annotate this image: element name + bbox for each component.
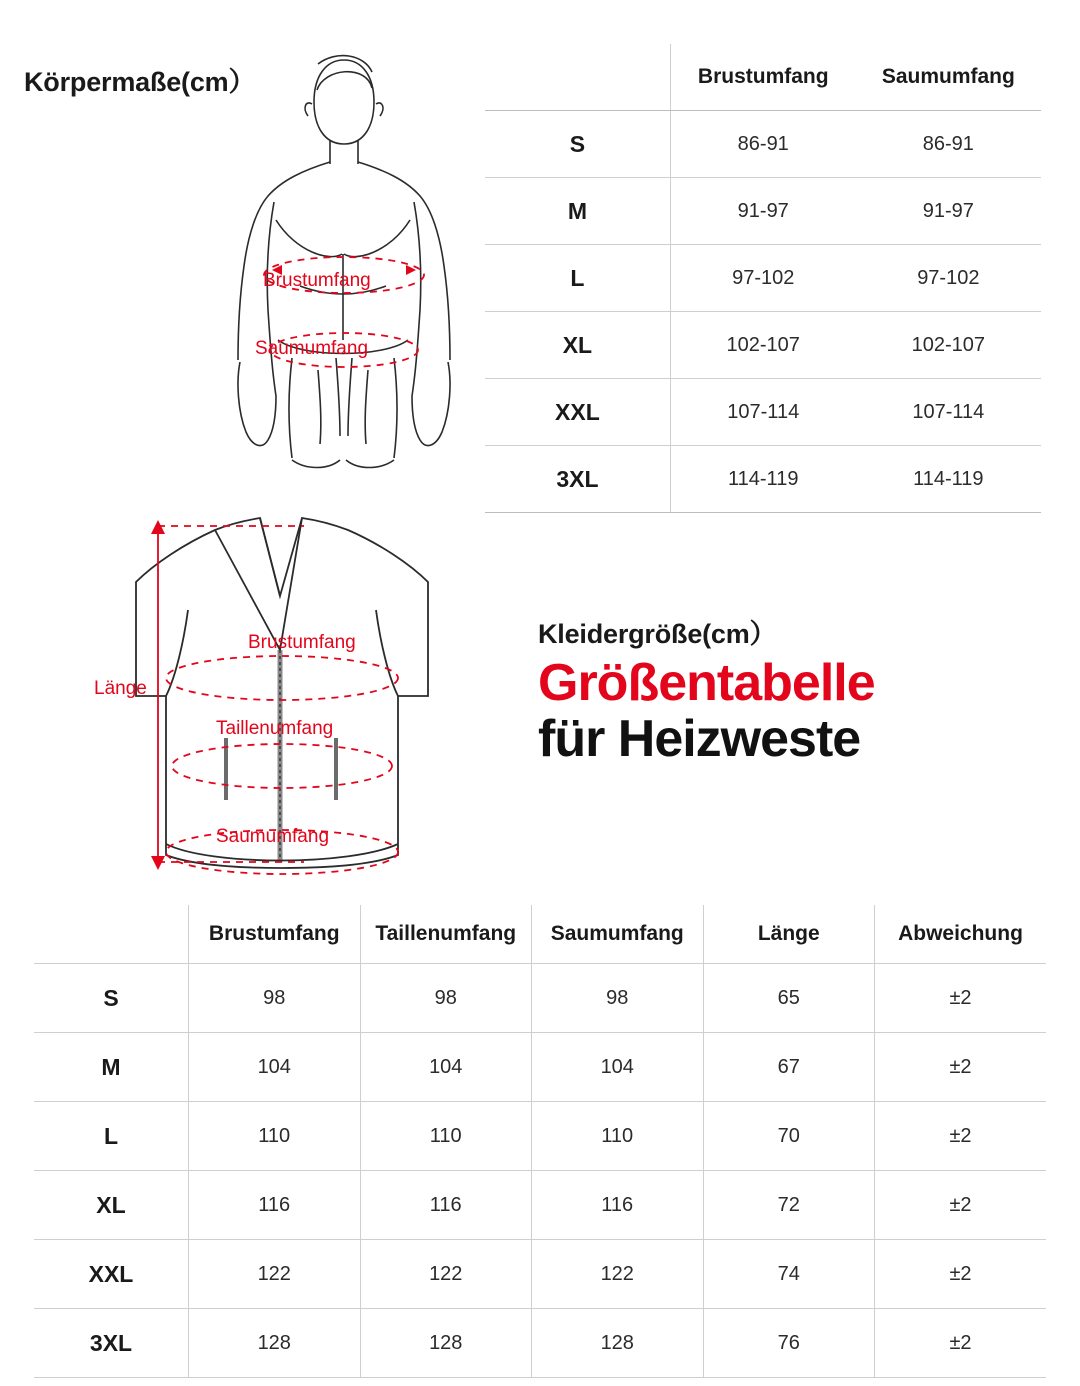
table-row bbox=[485, 446, 1041, 513]
page-title-line2: für Heizweste bbox=[538, 710, 861, 769]
vest-length-label: Länge bbox=[94, 678, 147, 699]
col-waist: Taillenumfang bbox=[360, 905, 532, 964]
cell-hem: 98 bbox=[532, 964, 704, 1033]
cell-tolerance: ±2 bbox=[875, 1033, 1047, 1102]
cell-hem: 110 bbox=[532, 1102, 704, 1171]
cell-size: XL bbox=[485, 312, 670, 379]
cell-waist: 128 bbox=[360, 1309, 532, 1378]
cell-size: L bbox=[34, 1102, 189, 1171]
garment-measurement-table bbox=[34, 905, 1046, 1378]
cell-chest: 114-119 bbox=[670, 446, 855, 513]
cell-size: L bbox=[485, 245, 670, 312]
cell-size: XXL bbox=[485, 379, 670, 446]
table-row bbox=[485, 312, 1041, 379]
cell-size: M bbox=[34, 1033, 189, 1102]
cell-size: S bbox=[485, 111, 670, 178]
col-chest: Brustumfang bbox=[670, 44, 855, 111]
table-row bbox=[34, 1309, 1046, 1378]
cell-hem: 122 bbox=[532, 1240, 704, 1309]
cell-size: XXL bbox=[34, 1240, 189, 1309]
cell-hem: 128 bbox=[532, 1309, 704, 1378]
garment-measure-title: Kleidergröße(cm） bbox=[538, 619, 777, 649]
table-row bbox=[485, 178, 1041, 245]
table-row bbox=[34, 964, 1046, 1033]
col-length: Länge bbox=[703, 905, 875, 964]
cell-chest: 91-97 bbox=[670, 178, 855, 245]
cell-chest: 97-102 bbox=[670, 245, 855, 312]
table-row bbox=[34, 1033, 1046, 1102]
cell-chest: 107-114 bbox=[670, 379, 855, 446]
cell-length: 74 bbox=[703, 1240, 875, 1309]
cell-chest: 122 bbox=[189, 1240, 361, 1309]
cell-length: 65 bbox=[703, 964, 875, 1033]
cell-size: S bbox=[34, 964, 189, 1033]
body-illustration bbox=[196, 40, 486, 485]
cell-waist: 110 bbox=[360, 1102, 532, 1171]
col-tolerance: Abweichung bbox=[875, 905, 1047, 964]
cell-hem: 86-91 bbox=[856, 111, 1041, 178]
page-title-line1: Größentabelle bbox=[538, 654, 875, 712]
cell-chest: 110 bbox=[189, 1102, 361, 1171]
table-row bbox=[485, 245, 1041, 312]
cell-size: XL bbox=[34, 1171, 189, 1240]
cell-hem: 107-114 bbox=[856, 379, 1041, 446]
col-chest: Brustumfang bbox=[189, 905, 361, 964]
cell-length: 70 bbox=[703, 1102, 875, 1171]
cell-waist: 116 bbox=[360, 1171, 532, 1240]
body-measure-title: Körpermaße(cm） bbox=[24, 67, 256, 97]
cell-size: 3XL bbox=[34, 1309, 189, 1378]
cell-tolerance: ±2 bbox=[875, 1171, 1047, 1240]
table-row bbox=[34, 1171, 1046, 1240]
table-header-row bbox=[34, 905, 1046, 964]
cell-hem: 116 bbox=[532, 1171, 704, 1240]
col-size bbox=[485, 44, 670, 111]
cell-size: M bbox=[485, 178, 670, 245]
table-row bbox=[34, 1102, 1046, 1171]
cell-hem: 114-119 bbox=[856, 446, 1041, 513]
cell-chest: 128 bbox=[189, 1309, 361, 1378]
cell-chest: 116 bbox=[189, 1171, 361, 1240]
cell-tolerance: ±2 bbox=[875, 1102, 1047, 1171]
table-row bbox=[485, 379, 1041, 446]
cell-chest: 98 bbox=[189, 964, 361, 1033]
cell-hem: 104 bbox=[532, 1033, 704, 1102]
cell-waist: 104 bbox=[360, 1033, 532, 1102]
cell-tolerance: ±2 bbox=[875, 1240, 1047, 1309]
vest-hem-label: Saumumfang bbox=[216, 826, 330, 847]
table-row bbox=[34, 1240, 1046, 1309]
cell-length: 72 bbox=[703, 1171, 875, 1240]
cell-chest: 86-91 bbox=[670, 111, 855, 178]
body-measurement-table bbox=[485, 44, 1041, 513]
vest-waist-label: Taillenumfang bbox=[216, 718, 334, 739]
cell-length: 76 bbox=[703, 1309, 875, 1378]
body-hem-label: Saumumfang bbox=[255, 338, 369, 359]
cell-hem: 97-102 bbox=[856, 245, 1041, 312]
table-header-row bbox=[485, 44, 1041, 111]
cell-hem: 91-97 bbox=[856, 178, 1041, 245]
cell-length: 67 bbox=[703, 1033, 875, 1102]
cell-chest: 102-107 bbox=[670, 312, 855, 379]
col-hem: Saumumfang bbox=[856, 44, 1041, 111]
cell-hem: 102-107 bbox=[856, 312, 1041, 379]
cell-waist: 98 bbox=[360, 964, 532, 1033]
cell-size: 3XL bbox=[485, 446, 670, 513]
cell-chest: 104 bbox=[189, 1033, 361, 1102]
col-hem: Saumumfang bbox=[532, 905, 704, 964]
cell-tolerance: ±2 bbox=[875, 1309, 1047, 1378]
body-chest-label: Brustumfang bbox=[263, 270, 371, 291]
cell-waist: 122 bbox=[360, 1240, 532, 1309]
page-title bbox=[538, 655, 1048, 767]
cell-tolerance: ±2 bbox=[875, 964, 1047, 1033]
col-size bbox=[34, 905, 189, 964]
table-row bbox=[485, 111, 1041, 178]
vest-chest-label: Brustumfang bbox=[248, 632, 356, 653]
